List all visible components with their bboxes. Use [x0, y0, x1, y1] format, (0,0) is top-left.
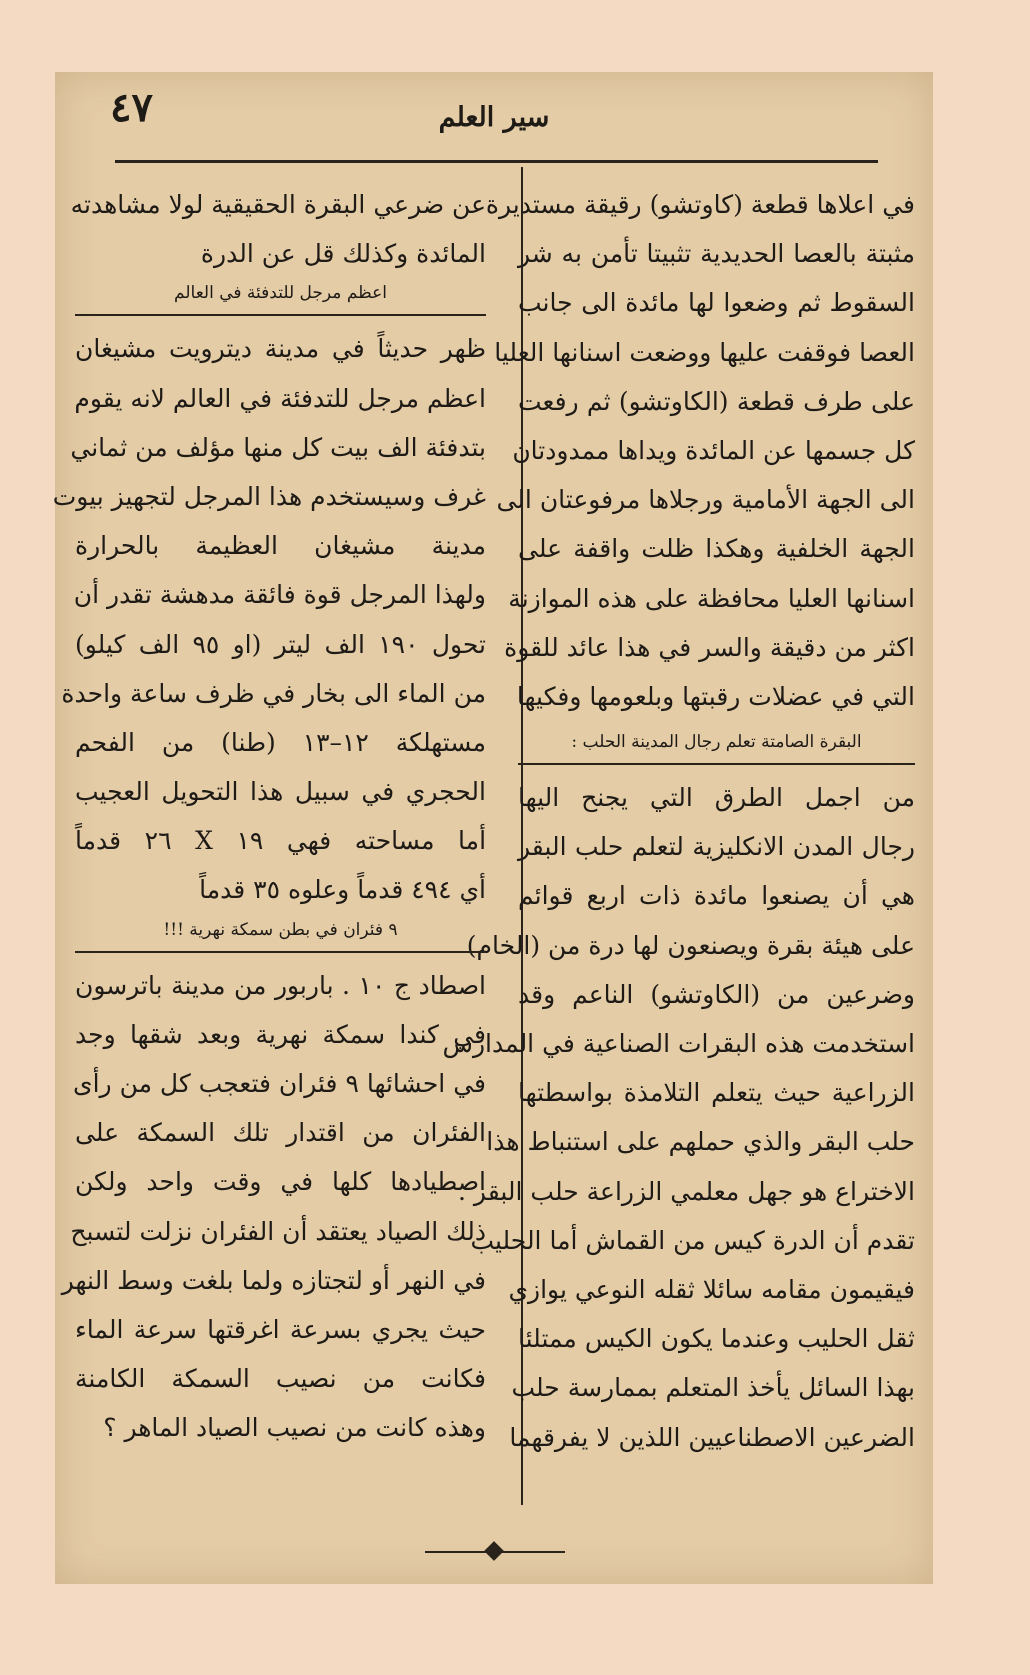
text-line: هي أن يصنعوا مائدة ذات اربع قوائم [518, 881, 915, 911]
text-line: الجهة الخلفية وهكذا ظلت واقفة على [518, 534, 915, 564]
page-title: سير العلم [438, 102, 550, 133]
text-line: اصطيادها كلها في وقت واحد ولكن [75, 1167, 486, 1197]
text-line: الحجري في سبيل هذا التحويل العجيب [75, 777, 486, 807]
text-line: مثبتة بالعصا الحديدية تثبيتا تأمن به شر [518, 239, 915, 269]
text-line: الفئران من اقتدار تلك السمكة على [75, 1118, 486, 1148]
text-line: في اعلاها قطعة (كاوتشو) رقيقة مستديرة [485, 190, 915, 219]
text-line: من الماء الى بخار في ظرف ساعة واحدة [61, 678, 486, 708]
text-line: بتدفئة الف بيت كل منها مؤلف من ثماني [70, 432, 486, 462]
text-line: عن ضرعي البقرة الحقيقية لولا مشاهدته [70, 190, 486, 219]
text-line: اكثر من دقيقة والسر في هذا عائد للقوة [504, 632, 915, 662]
text-line: تحول ١٩٠ الف ليتر (او ٩٥ الف كيلو) [75, 629, 486, 659]
text-line: السقوط ثم وضعوا لها مائدة الى جانب [518, 288, 915, 318]
section-heading-cow: البقرة الصامتة تعلم رجال المدينة الحلب : [571, 732, 862, 753]
text-line: أي ٤٩٤ قدماً وعلوه ٣٥ قدماً [199, 875, 486, 905]
text-line: اسنانها العليا محافظة على هذه الموازنة [508, 583, 915, 613]
text-line: كل جسمها عن المائدة ويداها ممدودتان [512, 435, 915, 465]
text-line: العصا فوقفت عليها ووضعت اسنانها العليا [494, 337, 915, 367]
header-rule [115, 160, 878, 163]
text-line: على هيئة بقرة ويصنعون لها درة من (الخام) [466, 930, 915, 960]
text-line: رجال المدن الانكليزية لتعلم حلب البقر [518, 832, 915, 862]
text-line: حيث يجري بسرعة اغرقتها سرعة الماء [75, 1314, 486, 1344]
text-line: التي في عضلات رقبتها وبلعومها وفكيها [516, 681, 915, 711]
text-line: الضرعين الاصطناعيين اللذين لا يفرقهما [509, 1422, 915, 1452]
text-line: في احشائها ٩ فئران فتعجب كل من رأى [73, 1069, 486, 1098]
right-column [442, 180, 915, 1462]
text-line: في كندا سمكة نهرية وبعد شقها وجد [75, 1019, 486, 1049]
text-line: الاختراع هو جهل معلمي الزراعة حلب البقر . [458, 1176, 915, 1206]
text-line: ثقل الحليب وعندما يكون الكيس ممتلئا [518, 1324, 915, 1354]
text-line: فكانت من نصيب السمكة الكامنة [75, 1364, 486, 1394]
text-line: تقدم أن الدرة كيس من القماش أما الحليب [470, 1225, 915, 1255]
text-line: أما مساحته فهي ١٩ X ٢٦ قدماً [75, 826, 487, 856]
text-line: ظهر حديثاً في مدينة ديترويت مشيغان [75, 334, 486, 364]
text-line: فيقيمون مقامه سائلا ثقله النوعي يوازي [508, 1274, 915, 1304]
text-line: المائدة وكذلك قل عن الدرة [200, 239, 486, 269]
left-column [52, 180, 487, 1453]
text-line: وضرعين من (الكاوتشو) الناعم وقد [518, 979, 915, 1009]
section-separator [75, 314, 486, 316]
text-line: اعظم مرجل للتدفئة في العالم لانه يقوم [74, 383, 486, 413]
text-line: من اجمل الطرق التي يجنح اليها [518, 783, 915, 813]
text-line: في النهر أو لتجتازه ولما بلغت وسط النهر [61, 1265, 486, 1295]
text-line: غرف وسيستخدم هذا المرجل لتجهيز بيوت [52, 481, 486, 511]
text-line: مستهلكة ١٢–١٣ (طنا) من الفحم [75, 727, 486, 757]
magazine-page [52, 72, 933, 1584]
text-line: بهذا السائل يأخذ المتعلم بممارسة حلب [511, 1373, 915, 1403]
text-line: استخدمت هذه البقرات الصناعية في المدارس [442, 1029, 915, 1058]
text-line: وهذه كانت من نصيب الصياد الماهر ؟ [103, 1413, 486, 1443]
text-line: ذلك الصياد يعتقد أن الفئران نزلت لتسبح [70, 1216, 486, 1246]
text-line: مدينة مشيغان العظيمة بالحرارة [75, 531, 486, 561]
section-separator [518, 763, 915, 765]
section-heading-boiler: اعظم مرجل للتدفئة في العالم [174, 283, 387, 304]
section-heading-fish: ٩ فئران في بطن سمكة نهرية !!! [163, 919, 398, 940]
text-line: على طرف قطعة (الكاوتشو) ثم رفعت [518, 386, 915, 416]
text-line: الزراعية حيث يتعلم التلامذة بواسطتها [518, 1078, 915, 1108]
section-separator [75, 951, 486, 953]
text-line: اصطاد ج ١٠ . باربور من مدينة باترسون [75, 970, 486, 1000]
text-line: حلب البقر والذي حملهم على استنباط هذا [486, 1127, 915, 1157]
page-number: ٤٧ [110, 84, 153, 131]
end-ornament [55, 1542, 933, 1562]
text-line: الى الجهة الأمامية ورجلاها مرفوعتان الى [496, 485, 915, 515]
text-line: ولهذا المرجل قوة فائقة مدهشة تقدر أن [73, 580, 486, 610]
